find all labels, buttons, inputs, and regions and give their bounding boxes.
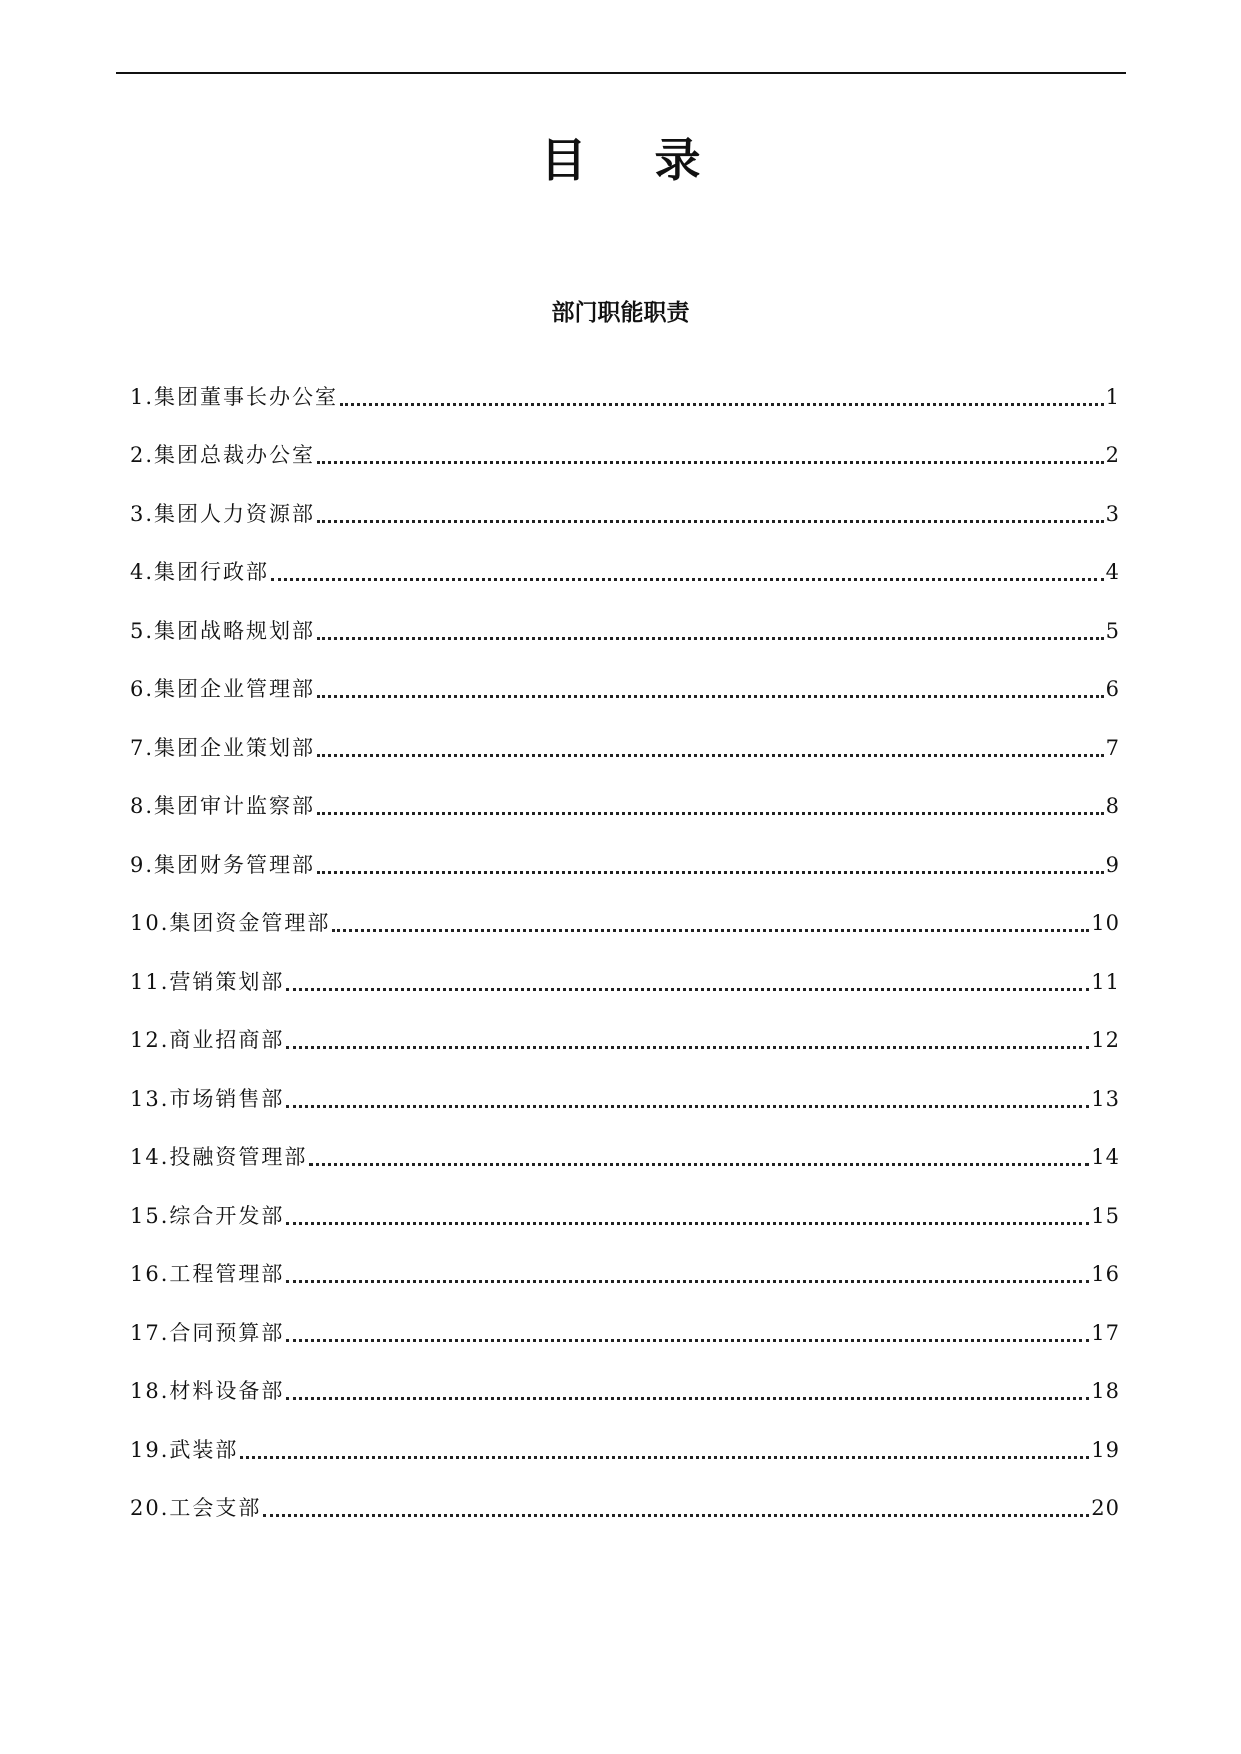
dot-leader — [286, 1046, 1089, 1049]
toc-entry-label: 3.集团人力资源部 — [130, 501, 316, 526]
toc-entry[interactable] — [130, 824, 1120, 883]
toc-entry-page-number: 16 — [1091, 1262, 1120, 1286]
toc-entry-page-number: 20 — [1091, 1496, 1120, 1520]
toc-entry-label: 4.集团行政部 — [130, 560, 270, 584]
toc-entry[interactable] — [130, 1175, 1120, 1234]
toc-entry-label: 16.工程管理部 — [130, 1262, 285, 1286]
dot-leader — [286, 1339, 1089, 1342]
toc-entry-page-number: 4 — [1105, 560, 1120, 584]
dot-leader — [286, 1280, 1089, 1283]
toc-entry[interactable] — [130, 1000, 1120, 1059]
toc-entry-label: 18.材料设备部 — [130, 1379, 285, 1403]
toc-entry-page-number: 3 — [1105, 501, 1120, 526]
toc-entry[interactable] — [130, 1468, 1120, 1527]
toc-entry-label: 14.投融资管理部 — [130, 1145, 308, 1169]
toc-entry-label: 1.集团董事长办公室 — [130, 384, 339, 409]
toc-entry-page-number: 8 — [1105, 794, 1120, 818]
toc-entry-page-number: 17 — [1091, 1320, 1120, 1345]
toc-entry[interactable] — [130, 1058, 1120, 1117]
dot-leader — [286, 988, 1089, 991]
toc-entry[interactable] — [130, 1409, 1120, 1468]
dot-leader — [271, 578, 1104, 581]
dot-leader — [286, 1105, 1089, 1108]
toc-entry[interactable] — [130, 707, 1120, 766]
toc-entry-label: 20.工会支部 — [130, 1496, 262, 1520]
toc-entry[interactable] — [130, 532, 1120, 591]
dot-leader — [240, 1456, 1089, 1459]
toc-entry-page-number: 7 — [1105, 735, 1120, 760]
toc-entry[interactable] — [130, 883, 1120, 942]
toc-entry[interactable] — [130, 1292, 1120, 1351]
dot-leader — [309, 1163, 1089, 1166]
section-heading: 部门职能职责 — [551, 300, 690, 326]
toc-entry-label: 10.集团资金管理部 — [130, 911, 331, 935]
toc-entry-label: 11.营销策划部 — [130, 969, 285, 994]
toc-entry[interactable] — [130, 590, 1120, 649]
dot-leader — [317, 754, 1104, 757]
toc-entry-page-number: 11 — [1091, 969, 1120, 994]
toc-entry-page-number: 15 — [1091, 1203, 1120, 1228]
dot-leader — [317, 637, 1104, 640]
toc-entry-label: 2.集团总裁办公室 — [130, 443, 316, 467]
toc-entry[interactable] — [130, 649, 1120, 708]
toc-entry-label: 17.合同预算部 — [130, 1320, 285, 1345]
toc-entry-label: 5.集团战略规划部 — [130, 618, 316, 643]
toc-entry-label: 8.集团审计监察部 — [130, 794, 316, 818]
toc-entry-page-number: 9 — [1105, 852, 1120, 877]
toc-list — [130, 356, 1120, 1526]
dot-leader — [286, 1222, 1089, 1225]
dot-leader — [317, 520, 1104, 523]
toc-entry-label: 6.集团企业管理部 — [130, 677, 316, 701]
page-title: 目 录 — [540, 133, 727, 187]
toc-entry-page-number: 14 — [1091, 1145, 1120, 1169]
toc-entry-label: 15.综合开发部 — [130, 1203, 285, 1228]
dot-leader — [317, 812, 1104, 815]
dot-leader — [317, 695, 1104, 698]
toc-entry-page-number: 10 — [1091, 911, 1120, 935]
toc-entry-page-number: 6 — [1105, 677, 1120, 701]
dot-leader — [317, 461, 1104, 464]
toc-entry-label: 13.市场销售部 — [130, 1086, 285, 1111]
toc-entry[interactable] — [130, 1351, 1120, 1410]
toc-entry[interactable] — [130, 1234, 1120, 1293]
toc-entry-page-number: 19 — [1091, 1437, 1120, 1462]
toc-entry[interactable] — [130, 356, 1120, 415]
toc-entry-page-number: 18 — [1091, 1379, 1120, 1403]
toc-entry-label: 19.武装部 — [130, 1437, 239, 1462]
toc-entry[interactable] — [130, 941, 1120, 1000]
toc-entry[interactable] — [130, 415, 1120, 474]
toc-entry-label: 7.集团企业策划部 — [130, 735, 316, 760]
toc-entry[interactable] — [130, 473, 1120, 532]
dot-leader — [340, 403, 1104, 406]
toc-entry-page-number: 1 — [1105, 384, 1120, 409]
toc-entry[interactable] — [130, 766, 1120, 825]
dot-leader — [263, 1514, 1089, 1517]
toc-entry-page-number: 2 — [1105, 443, 1120, 467]
toc-entry-page-number: 12 — [1091, 1028, 1120, 1052]
toc-entry[interactable] — [130, 1117, 1120, 1176]
dot-leader — [332, 929, 1089, 932]
toc-entry-page-number: 5 — [1105, 618, 1120, 643]
header-rule — [116, 72, 1126, 74]
toc-entry-label: 12.商业招商部 — [130, 1028, 285, 1052]
toc-entry-page-number: 13 — [1091, 1086, 1120, 1111]
dot-leader — [286, 1397, 1089, 1400]
toc-entry-label: 9.集团财务管理部 — [130, 852, 316, 877]
dot-leader — [317, 871, 1104, 874]
